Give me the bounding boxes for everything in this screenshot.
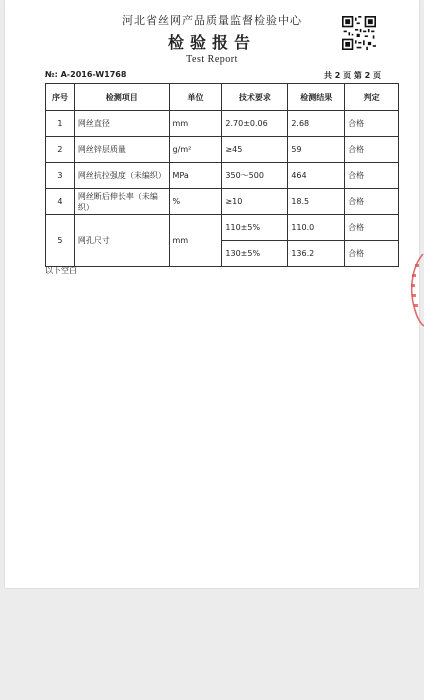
row-unit: g/m² xyxy=(169,137,222,163)
row-item: 网孔尺寸 xyxy=(74,215,169,267)
row-unit: mm xyxy=(169,111,222,137)
row-item: 网丝抗拉强度（未编织） xyxy=(74,163,169,189)
row-requirement: 130±5% xyxy=(222,241,288,267)
col-header-verdict: 判定 xyxy=(345,84,399,111)
table-row xyxy=(46,163,399,189)
official-stamp-icon xyxy=(403,250,424,330)
report-number: №: A-2016-W1768 xyxy=(45,70,127,79)
qr-code-icon xyxy=(342,16,376,50)
row-unit: mm xyxy=(169,215,222,267)
report-title: 检验报告 xyxy=(167,33,256,52)
row-verdict: 合格 xyxy=(345,163,399,189)
row-verdict: 合格 xyxy=(345,189,399,215)
org-name: 河北省丝网产品质量监督检验中心 xyxy=(122,14,302,27)
table-row xyxy=(46,189,399,215)
row-verdict: 合格 xyxy=(345,137,399,163)
row-requirement: ≥10 xyxy=(222,189,288,215)
row-unit: MPa xyxy=(169,163,222,189)
row-verdict: 合格 xyxy=(345,215,399,241)
row-requirement: 2.70±0.06 xyxy=(222,111,288,137)
table-header-row xyxy=(46,84,399,111)
row-item: 网丝锌层质量 xyxy=(74,137,169,163)
row-result: 136.2 xyxy=(288,241,345,267)
row-item: 网丝直径 xyxy=(74,111,169,137)
page-info: 共 2 页 第 2 页 xyxy=(323,71,381,80)
row-no: 5 xyxy=(46,215,75,267)
table-row xyxy=(46,215,399,241)
col-header-result: 检测结果 xyxy=(288,84,345,111)
row-no: 3 xyxy=(46,163,75,189)
row-unit: % xyxy=(169,189,222,215)
row-verdict: 合格 xyxy=(345,241,399,267)
row-item: 网丝断后伸长率（未编织） xyxy=(74,189,169,215)
row-no: 1 xyxy=(46,111,75,137)
test-results-table xyxy=(45,83,399,267)
row-result: 2.68 xyxy=(288,111,345,137)
col-header-requirement: 技术要求 xyxy=(222,84,288,111)
row-verdict: 合格 xyxy=(345,111,399,137)
row-no: 2 xyxy=(46,137,75,163)
row-result: 110.0 xyxy=(288,215,345,241)
col-header-item: 检测项目 xyxy=(74,84,169,111)
report-page xyxy=(5,0,419,588)
report-subtitle: Test Report xyxy=(186,54,238,65)
table-row xyxy=(46,111,399,137)
row-requirement: 110±5% xyxy=(222,215,288,241)
row-result: 464 xyxy=(288,163,345,189)
blank-below-note: 以下空白 xyxy=(45,266,77,275)
row-requirement: ≥45 xyxy=(222,137,288,163)
col-header-unit: 单位 xyxy=(169,84,222,111)
col-header-no: 序号 xyxy=(46,84,75,111)
row-result: 59 xyxy=(288,137,345,163)
row-requirement: 350～500 xyxy=(222,163,288,189)
table-row xyxy=(46,137,399,163)
row-no: 4 xyxy=(46,189,75,215)
row-result: 18.5 xyxy=(288,189,345,215)
